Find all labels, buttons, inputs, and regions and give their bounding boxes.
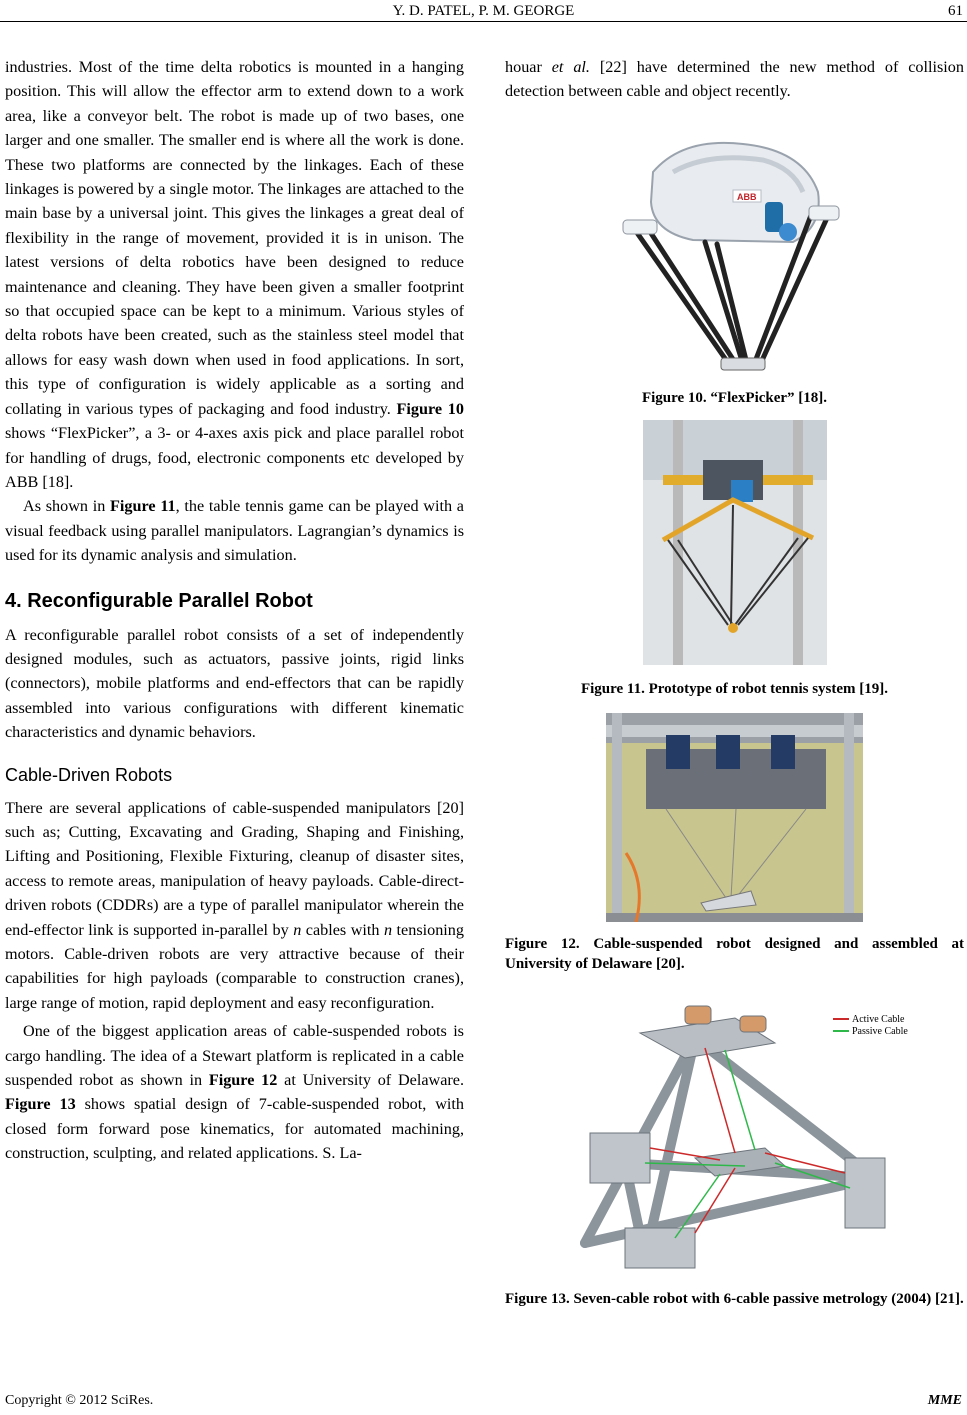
paragraph-reconfigurable: A reconfigurable parallel robot consists of a set of independently designed modules, such as actuators, passive joints, rigid links (connectors), mobile platforms and end-effectors that can be rapidly assembled into various configurations with different kinematic characteristics and dynamic behaviors. xyxy=(5,625,464,742)
fig13-legend-active: Active Cable xyxy=(851,1013,904,1025)
paragraph-delta-robots: industries. Most of the time delta robotics is mounted in a hanging position. This will allow the effector arm to extend down to a work area, like a conveyor belt. The robot is made up of two bases, one larger and one smaller. The smaller end is where all the work is done. These two platforms are connected by the linkages. Each of these linkages is powered by a single motor. The linkages are attached to the main base by a universal joint. This gives the linkages a great deal of flexibility in the range of movement, provided it is in unison. The latest versions of delta robotics have been designed to reduce maintenance and cleaning. They have been given a smaller footprint so that occupied space can be kept to a minimum. Various styles of delta robots have been created, such as the stainless steel model that allows for easy wash down when used in food applications. In sort, this type of configuration is widely applicable as a sorting and collating in various types of packaging and food industry. Figure 10 shows “FlexPicker”, a 3- or 4-axes axis pick and place parallel robot for handling of drugs, food, electronic components etc developed by ABB [18]. xyxy=(5,58,464,491)
figure-12-ref: Figure 12 xyxy=(208,1071,278,1090)
cable-suspended-robot-image xyxy=(606,713,863,922)
figure-11-ref: Figure 11 xyxy=(110,497,176,516)
figure-10 xyxy=(505,132,964,408)
figure-13-ref: Figure 13 xyxy=(5,1095,76,1114)
copyright: Copyright © 2012 SciRes. xyxy=(5,1393,154,1408)
subsection-heading: Cable-Driven Robots xyxy=(5,764,173,785)
paragraph-cable-driven: There are several applications of cable-suspended manipulators [20] such as; Cutting, Excavating and Grading, Shaping and Finishing, Lifting and Positioning, Flexible Fixturing, cleanup of disaster sites, access to remote areas, manipulation of heavy payloads. Cable-direct-driven robots (CDDRs) are a type of parallel manipulator wherein the end-effector link is supported in-parallel by n cables with n tensioning motors. Cable-driven robots are very attractive because of their capabilities for high payloads (comparable to construction cranes), large range of motion, rapid deployment and easy reconfiguration. xyxy=(5,798,464,1012)
page-footer xyxy=(5,1393,962,1413)
figure-11 xyxy=(505,420,964,699)
figure-10-ref: Figure 10 xyxy=(396,399,464,418)
section-heading: 4. Reconfigurable Parallel Robot xyxy=(5,589,313,612)
figure-10-caption: Figure 10. “FlexPicker” [18]. xyxy=(641,389,828,406)
paragraph-collision-detection: houar et al. [22] have determined the new method of collision detection between cable and object recently. xyxy=(505,58,964,101)
header-rule xyxy=(0,21,967,22)
figure-13 xyxy=(505,988,964,1309)
figure-13-caption: Figure 13. Seven-cable robot with 6-cable passive metrology (2004) [21]. xyxy=(505,1290,964,1307)
running-head: Y. D. PATEL, P. M. GEORGE xyxy=(392,3,575,19)
page-number: 61 xyxy=(948,3,963,19)
paragraph-cargo-handling: One of the biggest application areas of cable-suspended robots is cargo handling. The idea of a Stewart platform is replicated in a cable suspended robot as shown in Figure 12 at University of Delaware. Figure 13 shows spatial design of 7-cable-suspended robot, with closed form forward pose kinematics, for automated machining, construction, sculpting, and related applications. S. La- xyxy=(5,1022,465,1163)
figure-12 xyxy=(505,713,964,974)
robot-tennis-prototype-image xyxy=(643,420,827,665)
left-column xyxy=(5,55,464,1166)
paragraph-table-tennis: As shown in Figure 11, the table tennis game can be played with a visual feedback using parallel manipulators. Lagrangian’s dynamics is used for its dynamic analysis and simulation. xyxy=(5,497,464,565)
right-column xyxy=(505,55,964,1309)
page-header xyxy=(0,0,967,22)
svg-text:ABB: ABB xyxy=(736,191,756,202)
figure-12-caption: Figure 12. Cable-suspended robot designed and assembled at University of Delaware [20]. xyxy=(505,935,964,972)
figure-11-caption: Figure 11. Prototype of robot tennis system [19]. xyxy=(580,680,889,697)
flexpicker-robot-image xyxy=(613,132,857,380)
fig13-legend-passive: Passive Cable xyxy=(851,1025,908,1037)
seven-cable-robot-image xyxy=(545,988,925,1275)
journal-abbrev: MME xyxy=(927,1393,962,1408)
